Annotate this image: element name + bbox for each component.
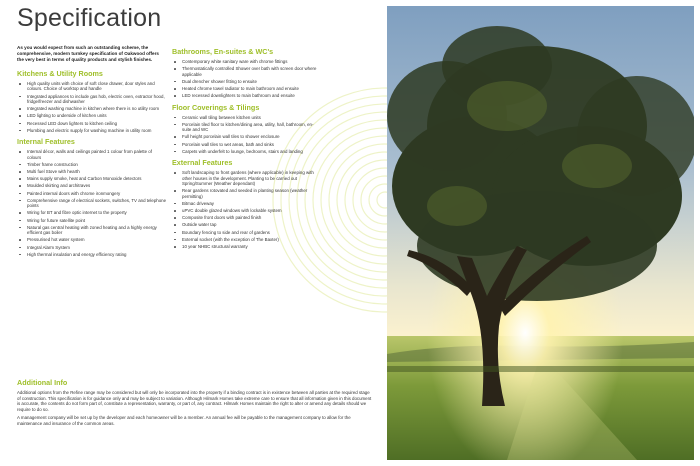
kitchens-heading: Kitchens & Utility Rooms — [17, 69, 103, 78]
intro-text: As you would expect from such an outstanding scheme, the comprehensive, modern turnkey specification of Oakwood offers the very best in terms of quality products and stylish finishes. — [17, 45, 159, 62]
list-item: Plumbing and electric supply for washing machine in utility room — [17, 128, 167, 133]
list-item: Multi fuel Stove with hearth — [17, 169, 167, 174]
list-item: Integral Alarm System — [17, 245, 167, 250]
list-item: uPVC double glazed windows with lockable system — [172, 208, 322, 213]
list-item: Internal décor, walls and ceilings painted 1 colour from palette of colours — [17, 149, 167, 160]
kitchens-list — [17, 81, 167, 133]
list-item: Carpets with underfelt to lounge, bedrooms, stairs and landing — [172, 149, 322, 154]
list-item: Pressurised hot water system — [17, 237, 167, 242]
list-item: Integrated washing machine in kitchen where there is no utility room — [17, 106, 167, 111]
list-item: Boundary fencing to side and rear of gardens — [172, 230, 322, 235]
left-column — [17, 45, 167, 259]
list-item: Bitmac driveway — [172, 201, 322, 206]
list-item: Outside water tap — [172, 222, 322, 227]
list-item: Integrated appliances to include gas hob, electric oven, extractor hood, fridge/freezer and dishwasher — [17, 94, 167, 105]
list-item: Wiring for BT and fibre optic internet to the property — [17, 210, 167, 215]
list-item: Dual drencher shower fitting to ensuite — [172, 79, 322, 84]
list-item: Porcelain wall tiles to wet areas, bath and sinks — [172, 142, 322, 147]
list-item: Heated chrome towel radiator to main bathroom and ensuite — [172, 86, 322, 91]
list-item: Ceramic wall tiling between kitchen units — [172, 115, 322, 120]
floor-list — [172, 115, 322, 155]
list-item: Mains supply smoke, heat and Carbon Monoxide detectors — [17, 176, 167, 181]
bathrooms-heading: Bathrooms, En-suites & WC's — [172, 47, 274, 56]
list-item: 10 year NHBC structural warranty — [172, 244, 322, 249]
list-item: Composite front doors with painted finish — [172, 215, 322, 220]
internal-list — [17, 149, 167, 257]
additional-paragraph: Additional options from the Refine range may be considered but will only be incorporated into the property if a binding contract is in existence between all parties at the required stage of construction. This specification is for guidance only and may be subject to variation. Although Hilmark Homes take extreme care to ensure that all information given in this document is accurate, the contents do not form part of, constitute a representation, warranty, or part of, any contract. Hilmark Homes maintain the right to alter or amend any details should we require to do so. — [17, 390, 372, 412]
list-item: High thermal insulation and energy efficiency rating — [17, 252, 167, 257]
external-heading: External Features — [172, 158, 233, 168]
list-item: Soft landscaping to front gardens (where applicable) in keeping with other houses in the development. Planting to be carried out Spring/Summer (Weather dependant) — [172, 170, 322, 186]
list-item: Comprehensive range of electrical sockets, switches, TV and telephone points — [17, 198, 167, 209]
additional-paragraph: A management company will be set up by the developer and each homeowner will be a member. An annual fee will be payable to the management company to allow for the maintenance and insurance of the common areas. — [17, 415, 351, 426]
list-item: Timber frame construction — [17, 162, 167, 167]
list-item: Recessed LED down lighters to kitchen ceiling — [17, 121, 167, 126]
list-item: LED recessed downlighters to main bathroom and ensuite — [172, 93, 322, 98]
list-item: Rear gardens rotovated and seeded in planting season (weather permitting) — [172, 188, 322, 199]
list-item: Moulded skirting and architraves — [17, 183, 167, 188]
floor-heading: Floor Coverings & Tilings — [172, 102, 260, 112]
external-list — [172, 170, 322, 249]
list-item: External socket (with the exception of The Baxter) — [172, 237, 322, 242]
list-item: High quality units with choice of soft close drawer, door styles and colours. Choice of worktop and handle — [17, 81, 167, 92]
tree-landscape-image — [387, 6, 694, 460]
middle-column — [172, 45, 322, 251]
list-item: Full height porcelain wall tiles to shower enclosure — [172, 134, 322, 139]
list-item: Painted internal doors with chrome ironmongery — [17, 191, 167, 196]
oak-tree-photo — [387, 6, 694, 460]
list-item: Thermostatically controlled Shower over bath with screen door where applicable — [172, 66, 322, 77]
internal-heading: Internal Features — [17, 137, 75, 147]
list-item: Porcelain tiled floor to kitchen/dining area, utility, hall, bathroom, en-suite and WC — [172, 122, 322, 133]
bathrooms-list — [172, 59, 322, 99]
list-item: Wiring for future satellite point — [17, 218, 167, 223]
list-item: LED lighting to underside of kitchen units — [17, 113, 167, 118]
additional-info — [17, 378, 372, 430]
page-title: Specification — [17, 4, 162, 32]
additional-heading: Additional Info — [17, 378, 68, 387]
list-item: Natural gas central heating with zoned heating and a highly energy efficient gas boiler — [17, 225, 167, 236]
list-item: Contemporary white sanitary ware with chrome fittings — [172, 59, 322, 64]
